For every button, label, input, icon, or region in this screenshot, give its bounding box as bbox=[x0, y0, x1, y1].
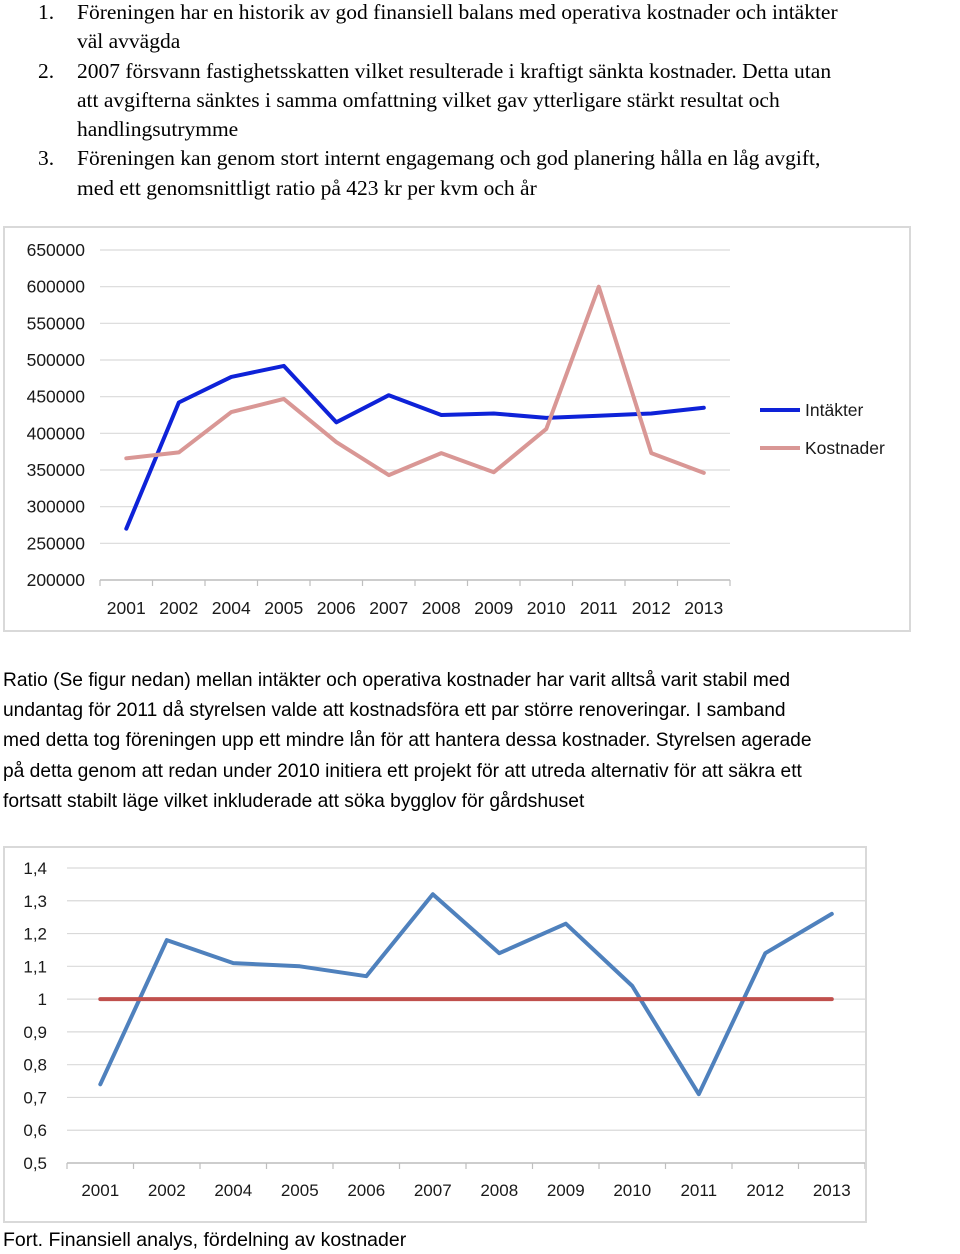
x-tick-label: 2006 bbox=[347, 1181, 386, 1200]
x-tick-label: 2008 bbox=[421, 598, 461, 618]
x-tick-label: 2006 bbox=[316, 598, 356, 618]
intro-line: handlingsutrymme bbox=[77, 117, 239, 142]
intro-item-1 bbox=[0, 0, 960, 57]
y-tick-label: 500000 bbox=[26, 350, 85, 370]
ratio-paragraph bbox=[3, 666, 960, 817]
intro-list bbox=[0, 0, 960, 203]
x-tick-label: 2013 bbox=[812, 1181, 851, 1200]
y-tick-label: 450000 bbox=[26, 386, 85, 407]
x-tick-label: 2002 bbox=[147, 1181, 186, 1200]
y-tick-label: 0,9 bbox=[23, 1022, 47, 1042]
y-tick-label: 1,4 bbox=[23, 859, 47, 878]
y-tick-label: 1,1 bbox=[23, 957, 47, 977]
series-line-2 bbox=[126, 287, 704, 475]
paragraph-line: undantag för 2011 då styrelsen valde att kostnadsföra ett par större renoveringar. I samband bbox=[3, 700, 786, 722]
x-tick-label: 2009 bbox=[474, 598, 514, 618]
ratio-chart-svg bbox=[5, 848, 865, 1221]
y-tick-label: 0,5 bbox=[23, 1154, 47, 1173]
x-tick-label: 2011 bbox=[680, 1181, 718, 1200]
x-tick-label: 2011 bbox=[579, 598, 618, 618]
x-tick-label: 2012 bbox=[746, 1181, 785, 1200]
x-tick-label: 2010 bbox=[613, 1181, 652, 1200]
legend-label: Kostnader bbox=[805, 438, 885, 458]
y-tick-label: 0,7 bbox=[23, 1088, 47, 1108]
figure-caption: Fort. Finansiell analys, fördelning av kostnader bbox=[3, 1229, 407, 1251]
intro-line: väl avvägda bbox=[77, 29, 181, 54]
legend-label: Intäkter bbox=[805, 400, 864, 420]
x-tick-label: 2007 bbox=[369, 598, 409, 618]
y-tick-label: 350000 bbox=[26, 460, 85, 480]
y-tick-label: 1,2 bbox=[23, 924, 47, 944]
x-tick-label: 2001 bbox=[106, 598, 146, 618]
income-cost-chart bbox=[3, 226, 911, 632]
x-tick-label: 2010 bbox=[526, 598, 566, 618]
y-tick-label: 200000 bbox=[26, 570, 85, 590]
y-tick-label: 0,6 bbox=[23, 1121, 47, 1141]
y-tick-label: 300000 bbox=[26, 496, 85, 517]
intro-line: Föreningen har en historik av god finansiell balans med operativa kostnader och intäkter bbox=[77, 0, 838, 24]
paragraph-line: Ratio (Se figur nedan) mellan intäkter och operativa kostnader har varit alltså varit stabil med bbox=[3, 670, 791, 691]
x-tick-label: 2009 bbox=[546, 1181, 585, 1200]
x-tick-label: 2005 bbox=[264, 598, 304, 618]
intro-line: med ett genomsnittligt ratio på 423 kr per kvm och år bbox=[77, 175, 537, 200]
x-tick-label: 2013 bbox=[684, 598, 724, 618]
y-tick-label: 0,8 bbox=[23, 1055, 47, 1075]
intro-line: Föreningen kan genom stort internt engagemang och god planering hålla en låg avgift, bbox=[77, 146, 821, 171]
intro-line: att avgifterna sänktes i samma omfattning vilket gav ytterligare stärkt resultat och bbox=[77, 87, 780, 112]
y-tick-label: 1 bbox=[37, 990, 47, 1010]
paragraph-line: med detta tog föreningen upp ett mindre lån för att hantera dessa kostnader. Styrelsen agerade bbox=[3, 730, 812, 752]
x-tick-label: 2007 bbox=[413, 1181, 452, 1200]
paragraph-line: på detta genom att redan under 2010 initiera ett projekt för att utreda alternativ för att säkra ett bbox=[3, 760, 802, 782]
x-tick-label: 2004 bbox=[214, 1181, 253, 1200]
list-number: 3. bbox=[38, 146, 55, 171]
y-tick-label: 550000 bbox=[26, 313, 85, 334]
y-tick-label: 1,3 bbox=[23, 891, 47, 911]
x-tick-label: 2008 bbox=[480, 1181, 519, 1200]
income-cost-chart-svg bbox=[5, 228, 909, 630]
x-tick-label: 2001 bbox=[81, 1181, 120, 1200]
intro-line: 2007 försvann fastighetsskatten vilket resulterade i kraftigt sänkta kostnader. Detta utan bbox=[77, 58, 832, 83]
y-tick-label: 650000 bbox=[26, 240, 85, 260]
paragraph-line: fortsatt stabilt läge vilket inkluderade att söka bygglov för gårdshuset bbox=[3, 790, 585, 812]
y-tick-label: 250000 bbox=[26, 533, 85, 554]
x-tick-label: 2002 bbox=[159, 598, 199, 618]
intro-item-3 bbox=[0, 144, 960, 203]
ratio-chart bbox=[3, 846, 867, 1223]
x-tick-label: 2005 bbox=[280, 1181, 319, 1200]
y-tick-label: 600000 bbox=[26, 276, 85, 297]
series-line-1 bbox=[126, 366, 704, 529]
list-number: 1. bbox=[38, 0, 55, 24]
x-tick-label: 2012 bbox=[631, 598, 671, 618]
list-number: 2. bbox=[38, 58, 55, 83]
y-tick-label: 400000 bbox=[26, 423, 85, 444]
intro-item-2 bbox=[0, 57, 960, 145]
x-tick-label: 2004 bbox=[211, 598, 251, 618]
